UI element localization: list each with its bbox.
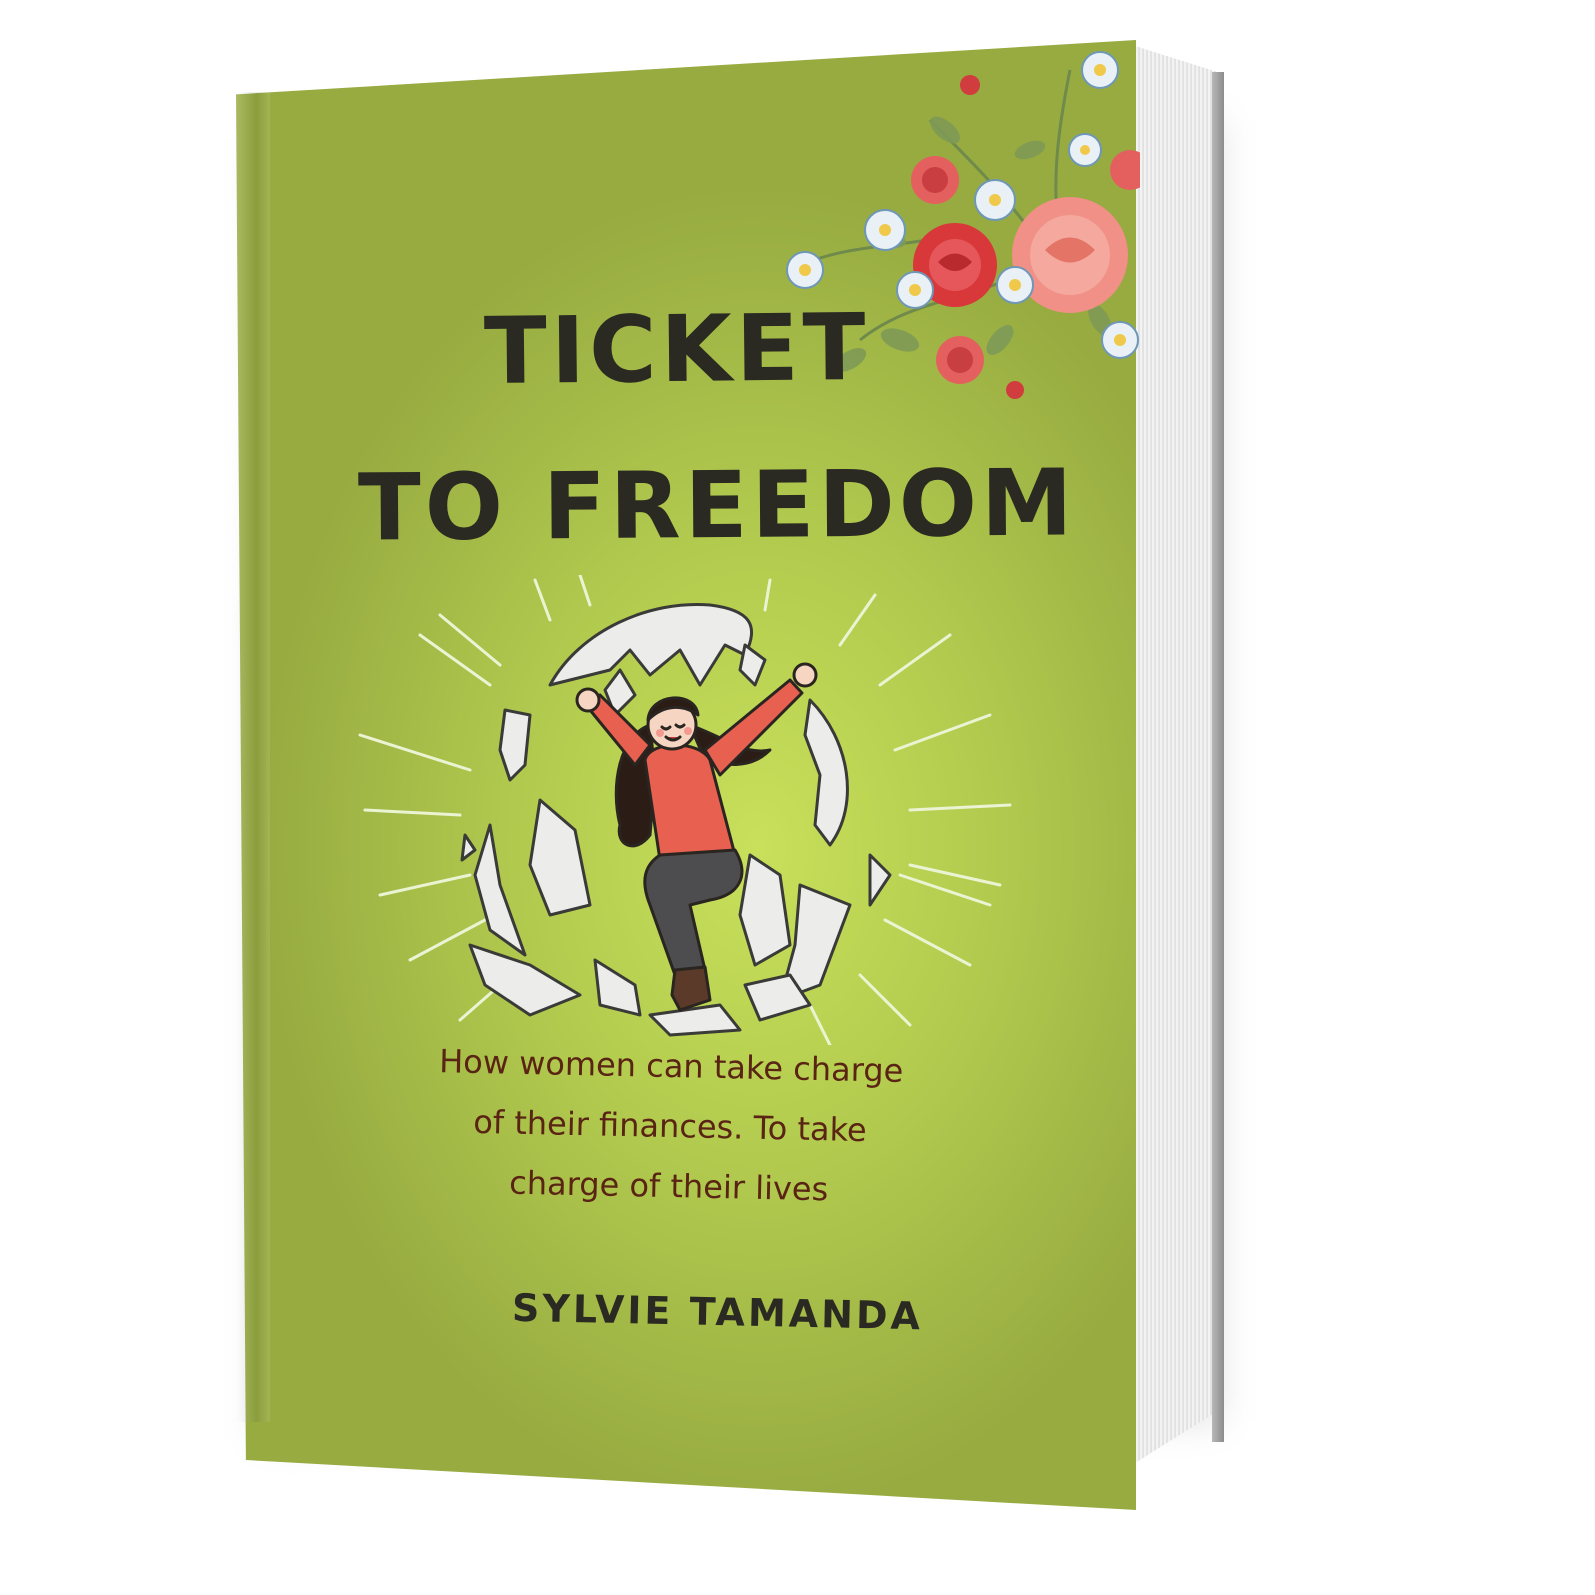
book-title-line-1: TICKET bbox=[483, 293, 870, 406]
subtitle-line: How women can take charge bbox=[438, 1042, 904, 1090]
book-title-line-2: TO FREEDOM bbox=[357, 449, 1077, 562]
book-page-block bbox=[1132, 45, 1222, 1465]
book-page-edge bbox=[1212, 72, 1224, 1442]
book-subtitle bbox=[378, 1030, 962, 1222]
book-author: SYLVIE TAMANDA bbox=[511, 1285, 924, 1339]
subtitle-line: charge of their lives bbox=[508, 1163, 829, 1209]
subtitle-line: of their finances. To take bbox=[472, 1102, 868, 1150]
woman-breaking-free-icon bbox=[350, 575, 1030, 1045]
